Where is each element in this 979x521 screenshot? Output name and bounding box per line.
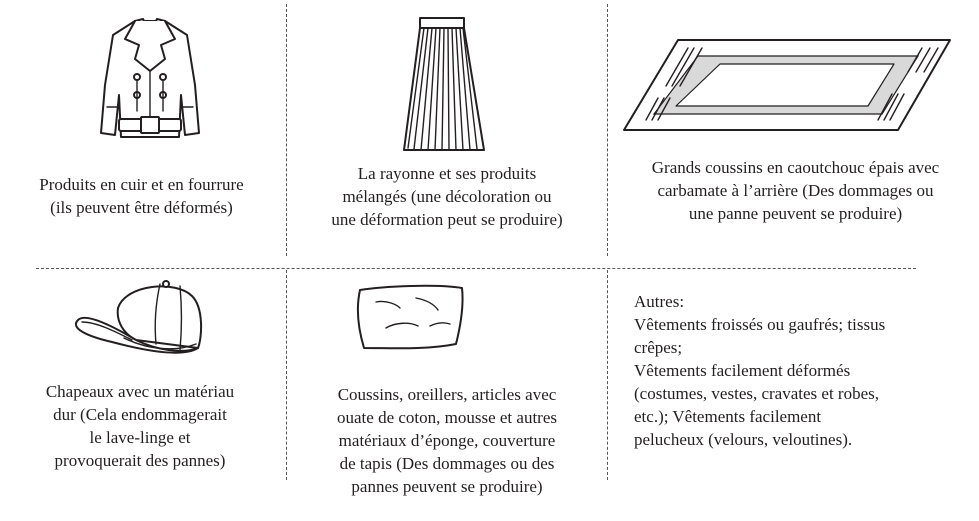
- caption-rubber-mat: Grands coussins en caoutchouc épais avec carbamate à l’arrière (Des dommages ou une panne peuvent se produire): [651, 158, 940, 223]
- row-divider: [36, 268, 916, 269]
- pleated-skirt-icon: [402, 16, 488, 156]
- caption-leather-fur: Produits en cuir et en fourrure (ils peuvent être déformés): [39, 175, 244, 217]
- column-divider-2-lower: [607, 270, 608, 480]
- caption-cushions: Coussins, oreillers, articles avec ouate de coton, mousse et autres matériaux d’éponge, couverture de tapis (Des dommages ou des pannes peuvent se produire): [337, 385, 557, 496]
- caption-hats: Chapeaux avec un matériau dur (Cela endommagerait le lave-linge et provoquerait des pannes): [45, 382, 235, 470]
- cap-icon: [72, 278, 207, 373]
- caption-others: Autres: Vêtements froissés ou gaufrés; tissus crêpes; Vêtements facilement déformés (costumes, vestes, cravates et robes, etc.); Vêtements facilement pelucheux (velours, veloutines).: [634, 292, 886, 449]
- column-divider-1-lower: [286, 270, 287, 480]
- pillow-icon: [356, 282, 466, 352]
- column-divider-2: [607, 4, 608, 256]
- jacket-icon: [95, 15, 205, 145]
- caption-rayon: La rayonne et ses produits mélangés (une décoloration ou une déformation peut se produire): [331, 164, 563, 229]
- rubber-mat-icon: [622, 38, 952, 133]
- column-divider-1: [286, 4, 287, 256]
